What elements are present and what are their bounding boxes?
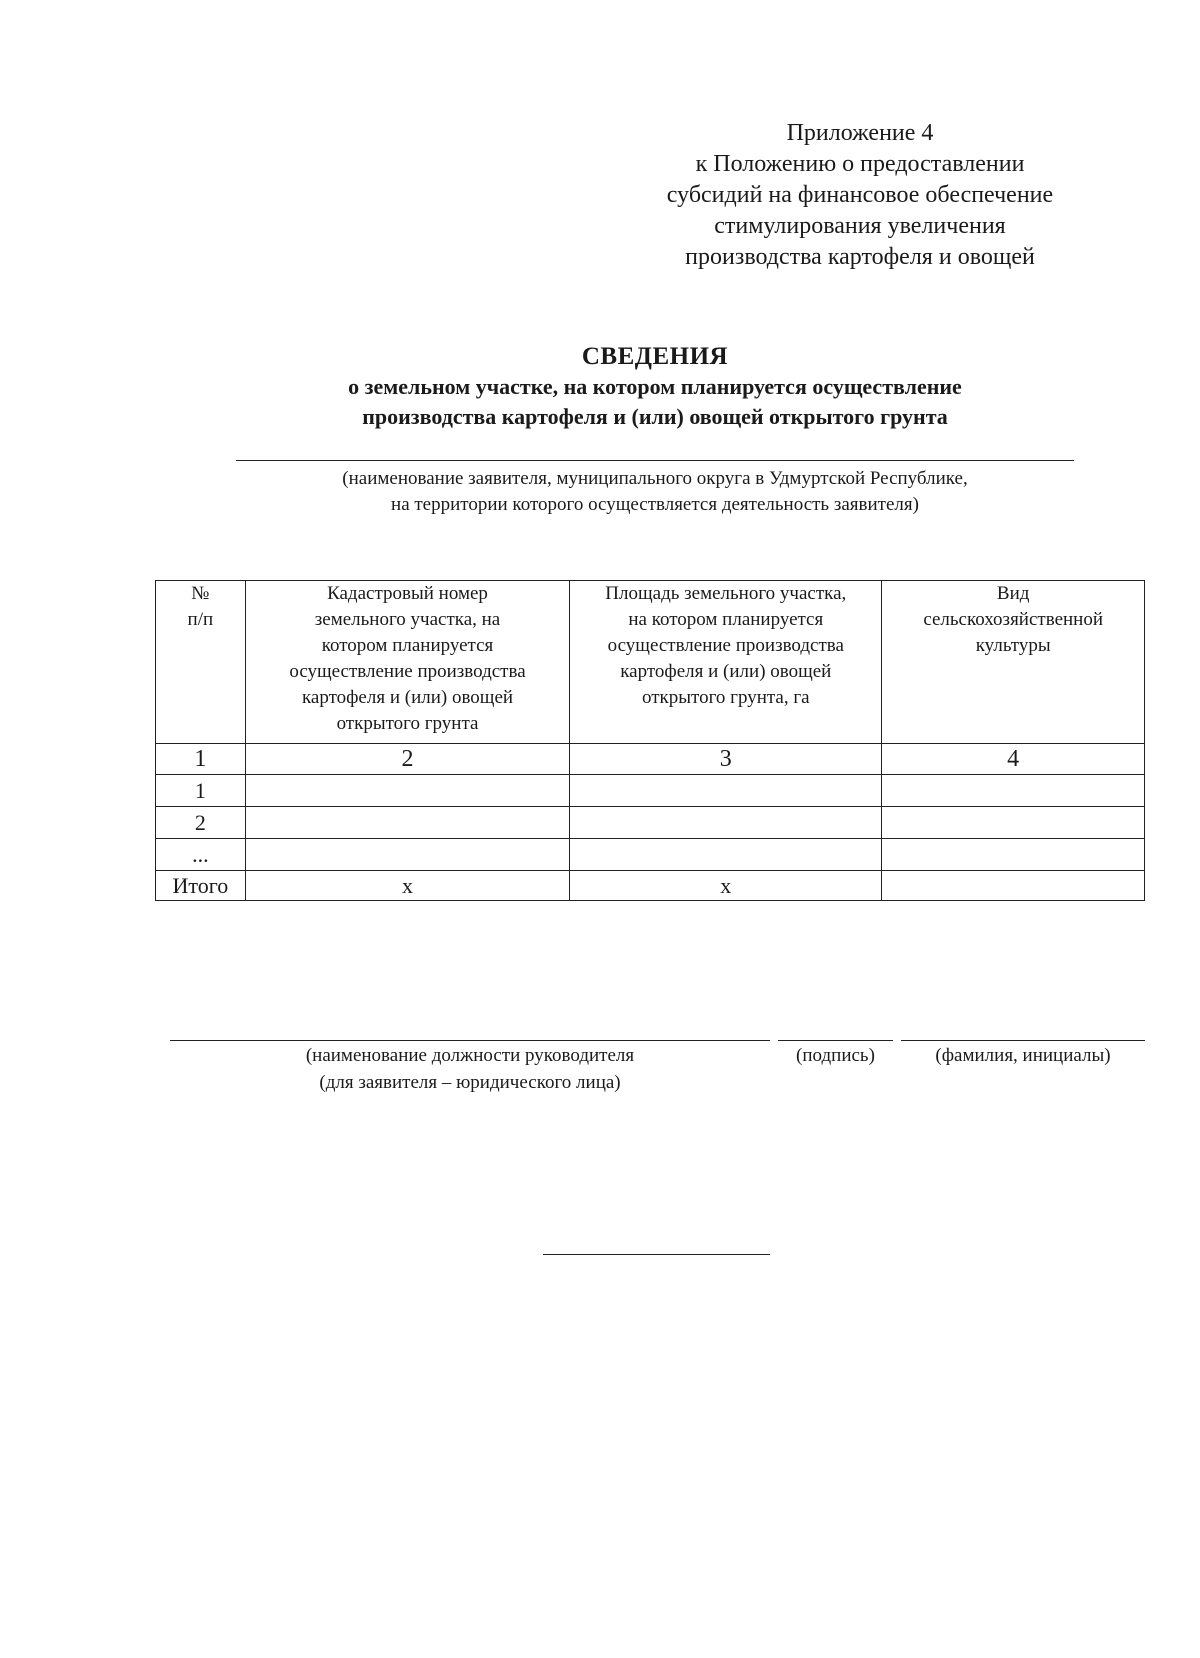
column-number-cell: 4: [882, 744, 1145, 775]
row-number-cell: 2: [156, 807, 246, 839]
document-end-line: [543, 1254, 770, 1255]
table-header-row: [156, 581, 1145, 744]
position-caption-line-1: (наименование должности руководителя: [305, 1045, 635, 1066]
column-number-cell: 1: [156, 744, 246, 775]
total-label: Итого: [156, 871, 246, 901]
crop-type-cell[interactable]: [882, 839, 1145, 871]
row-number-cell: ...: [156, 839, 246, 871]
appendix-line-2: к Положению о предоставлении: [695, 151, 1025, 177]
appendix-header: [620, 118, 1100, 273]
crop-type-cell[interactable]: [882, 807, 1145, 839]
applicant-caption: [200, 466, 1110, 518]
name-caption: (фамилия, инициалы): [935, 1045, 1111, 1066]
header-number: № п/п: [156, 581, 246, 744]
signature-caption: (подпись): [796, 1045, 875, 1066]
column-number-row: [156, 744, 1145, 775]
total-cadastral-cell: х: [245, 871, 570, 901]
name-field-line: [901, 1040, 1145, 1041]
appendix-line-3: субсидий на финансовое обеспечение: [666, 182, 1054, 208]
position-caption-line-2: (для заявителя – юридического лица): [319, 1072, 621, 1093]
cadastral-number-cell[interactable]: [245, 775, 570, 807]
land-plot-table: [155, 580, 1145, 901]
column-number-cell: 3: [570, 744, 882, 775]
position-caption: [240, 1042, 700, 1096]
appendix-line-1: Приложение 4: [786, 120, 934, 146]
signature-field-line: [778, 1040, 893, 1041]
applicant-name-field-line: [236, 460, 1074, 461]
row-number-cell: 1: [156, 775, 246, 807]
title-main: СВЕДЕНИЯ: [581, 343, 729, 370]
total-crop-cell[interactable]: [882, 871, 1145, 901]
total-row: [156, 871, 1145, 901]
appendix-line-4: стимулирования увеличения: [714, 213, 1006, 239]
cadastral-number-cell[interactable]: [245, 839, 570, 871]
applicant-caption-line-2: на территории которого осуществляется деятельность заявителя): [391, 494, 919, 515]
total-area-cell: х: [570, 871, 882, 901]
header-cadastral-number: Кадастровый номер земельного участка, на котором планируется осуществление производства картофеля и (или) овощей открытого грунта: [245, 581, 570, 744]
header-plot-area: Площадь земельного участка, на котором планируется осуществление производства картофеля и (или) овощей открытого грунта, га: [570, 581, 882, 744]
table-row: [156, 775, 1145, 807]
title-subtitle-line-2: производства картофеля и (или) овощей открытого грунта: [362, 404, 948, 429]
table-row: [156, 839, 1145, 871]
header-crop-type: Вид сельскохозяйственной культуры: [882, 581, 1145, 744]
plot-area-cell[interactable]: [570, 807, 882, 839]
position-field-line: [170, 1040, 770, 1041]
plot-area-cell[interactable]: [570, 775, 882, 807]
applicant-caption-line-1: (наименование заявителя, муниципального округа в Удмуртской Республике,: [342, 468, 968, 489]
plot-area-cell[interactable]: [570, 839, 882, 871]
crop-type-cell[interactable]: [882, 775, 1145, 807]
cadastral-number-cell[interactable]: [245, 807, 570, 839]
document-title: [0, 342, 1200, 432]
appendix-line-5: производства картофеля и овощей: [685, 244, 1035, 270]
title-subtitle-line-1: о земельном участке, на котором планируется осуществление: [348, 374, 962, 399]
column-number-cell: 2: [245, 744, 570, 775]
table-row: [156, 807, 1145, 839]
